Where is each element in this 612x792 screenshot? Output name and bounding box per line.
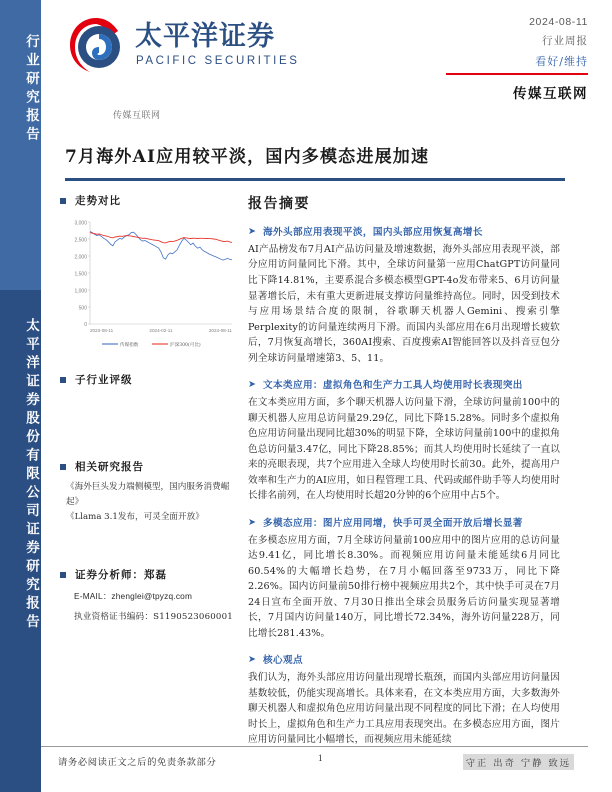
- title-area: [65, 142, 585, 181]
- series-line-csi300: [90, 233, 232, 243]
- svg-text:2,500: 2,500: [74, 237, 87, 244]
- logo-text-english: PACIFIC SECURITIES: [136, 55, 300, 67]
- svg-text:1,500: 1,500: [74, 271, 87, 278]
- svg-text:0: 0: [84, 322, 87, 328]
- analyst-cert-value: S1190523060001: [153, 612, 233, 623]
- logo-svg: [65, 14, 127, 76]
- svg-text:2023-08-11: 2023-08-11: [90, 328, 114, 333]
- footer-disclaimer: 请务必阅读正文之后的免责条款部分: [58, 757, 217, 768]
- document-header: [41, 0, 612, 128]
- logo-text-block: [127, 23, 300, 67]
- related-reports-block: [60, 459, 240, 525]
- sector-tag: 传媒互联网: [113, 111, 161, 121]
- svg-text:500: 500: [78, 305, 87, 312]
- trend-comparison-chart: [60, 214, 238, 352]
- series-line-media-index: [90, 232, 232, 261]
- analyst-email-value[interactable]: zhenglei@tpyzq.com: [111, 591, 193, 602]
- rating-badge: 看好/维持: [535, 55, 588, 68]
- summary-section: [248, 654, 560, 748]
- related-reports-list: [66, 480, 240, 525]
- report-date: 2024-08-11: [529, 16, 588, 28]
- sidebar-label-research-report: 行业研究报告: [23, 34, 39, 145]
- footer-divider: [41, 746, 588, 747]
- analyst-email-row: [74, 590, 240, 602]
- header-red-rule: [446, 73, 588, 75]
- analyst-section-header: [60, 567, 240, 582]
- pacific-securities-logo-icon: [65, 14, 127, 76]
- svg-text:3,000: 3,000: [74, 220, 87, 227]
- left-sidebar: [0, 0, 41, 792]
- sidebar-label-company-research: 太平洋证券股份有限公司证券研究报告: [23, 318, 39, 633]
- trend-section-header: [60, 193, 240, 208]
- bullet-square-icon: [60, 464, 66, 470]
- company-logo: [65, 14, 300, 76]
- svg-text:1,000: 1,000: [74, 288, 87, 295]
- related-section-header: [60, 459, 240, 474]
- header-meta-block: [358, 16, 588, 102]
- arrow-right-icon: ➤: [248, 227, 256, 237]
- summary-section: [248, 226, 560, 366]
- svg-text:沪深300(可比): 沪深300(可比): [170, 343, 201, 348]
- arrow-right-icon: ➤: [248, 517, 256, 528]
- document-footer: [41, 752, 588, 774]
- svg-text:2024-02-11: 2024-02-11: [149, 328, 173, 333]
- arrow-right-icon: ➤: [248, 655, 256, 666]
- title-divider: [65, 178, 565, 181]
- summary-section: [248, 517, 560, 642]
- arrow-right-icon: ➤: [248, 380, 256, 391]
- page-title: 7月海外AI应用较平淡，国内多模态进展加速: [65, 147, 430, 167]
- summary-section-header: [248, 226, 560, 240]
- analyst-name: 证券分析师：郑磊: [75, 569, 167, 582]
- bottom-blue-bar: [0, 776, 41, 792]
- summary-section-title: 多模态应用：图片应用同增，快手可灵全面开放后增长显著: [262, 517, 523, 529]
- right-column: [248, 193, 560, 748]
- summary-section-body: AI产品榜发布7月AI产品访问量及增速数据，海外头部应用表现平淡，部分应用访问量同比下滑。其中，全球访问量第一应用ChatGPT访问量同比下降14.81%，主要系混合多模态模型GPT-4o发布带来5、6月访问量显著增长后，未有重大更新进展支撑访问量维持高位。同时，因受到技术与应用场景结合度的限制，谷歌聊天机器人Gemini、搜索引擎Perplexity的访问量连续两月下滑。而国内头部应用在6月出现增长疲软后，7月恢复高增长，360AI搜索、百度搜索AI智能回答以及抖音豆包分列全球访问量增速第3、5、11。: [248, 243, 560, 364]
- summary-section-title: 核心观点: [262, 655, 303, 667]
- summary-section-body: 我们认为，海外头部应用访问量出现增长瓶颈，而国内头部应用访问量因基数较低，仍能实现高增长。具体来看，在文本类应用方面，大多数海外聊天机器人和虚拟角色应用访问量出现不同程度的同比下滑；在人均使用时长上，虚拟角色和生产力工具应用表现突出。在多模态应用方面，图片应用访问量同比小幅增长，而视频应用未能延续: [248, 672, 560, 746]
- svg-text:2,000: 2,000: [74, 254, 87, 261]
- report-type: 行业周报: [542, 35, 588, 47]
- industry-name: 传媒互联网: [513, 86, 588, 102]
- summary-section: [248, 379, 560, 504]
- summary-section-body: 在多模态应用方面，7月全球访问量前100应用中的图片应用的总访问量达9.41亿，同比增长8.30%。而视频应用访问量未能延续6月同比60.54%的大幅增长趋势，在7月小幅回落至9733万，同比下降2.26%。国内访问量前50排行榜中视频应用共2个，其中快手可灵在7月24日宣布全面开放、7月30日推出全球会员服务后访问量实现显著增长，7月国内访问量140万，同比增长72.34%，海外访问量228万，同比增长281.43%。: [248, 534, 560, 639]
- summary-section-header: [248, 654, 560, 668]
- analyst-cert-row: [74, 610, 240, 622]
- trend-section-title: 走势对比: [75, 195, 121, 207]
- analyst-cert-label: 执业资格证书编码：: [74, 612, 154, 623]
- bullet-square-icon: [60, 572, 66, 578]
- summary-heading: 报告摘要: [248, 196, 310, 212]
- svg-text:传媒指数: 传媒指数: [120, 343, 139, 348]
- analyst-block: [60, 567, 240, 622]
- bottom-white-bar: [0, 776, 612, 792]
- summary-section-title: 文本类应用：虚拟角色和生产力工具人均使用时长表现突出: [262, 380, 523, 392]
- chart-legend: [102, 341, 201, 348]
- related-section-title: 相关研究报告: [75, 461, 144, 473]
- summary-section-header: [248, 379, 560, 393]
- summary-section-header: [248, 517, 560, 531]
- left-column: [60, 193, 240, 622]
- svg-text:2024-08-11: 2024-08-11: [208, 328, 232, 333]
- chart-svg: [60, 214, 238, 352]
- related-report-item[interactable]: 《海外巨头发力端侧模型，国内服务消费崛起》: [66, 482, 230, 508]
- analyst-email-label: E-MAIL：: [74, 591, 112, 602]
- summary-section-body: 在文本类应用方面，多个聊天机器人访问量下滑，全球访问量前100中的聊天机器人应用总访问量29.29亿，同比下降15.28%。同时多个虚拟角色应用访问量出现同比超30%的明显下降，全球访问量前100中的虚拟角色总访问量3.47亿，同比下降28.85%；而其人均使用时长延续了一直以来的亮眼表现，共7个应用进入全球人均使用时长前30。此外，提高用户效率和生产力的AI应用，如日程管理工具、代码或邮件助手等人均使用时长排名前列，在人均使用时长超20分钟的6个应用中占5个。: [248, 397, 560, 502]
- subrating-section-title: 子行业评级: [75, 374, 133, 386]
- page-number: 1: [318, 753, 323, 763]
- bullet-square-icon: [60, 198, 66, 204]
- bullet-square-icon: [60, 377, 66, 383]
- subrating-section-header: [60, 372, 240, 387]
- footer-slogan: 守正 出奇 宁静 致远: [463, 754, 574, 770]
- subrating-block: [60, 372, 240, 387]
- related-report-item[interactable]: 《Llama 3.1发布，可灵全面开放》: [66, 512, 204, 523]
- logo-text-chinese: 太平洋证券: [135, 21, 275, 52]
- summary-section-title: 海外头部应用表现平淡，国内头部应用恢复高增长: [262, 227, 483, 238]
